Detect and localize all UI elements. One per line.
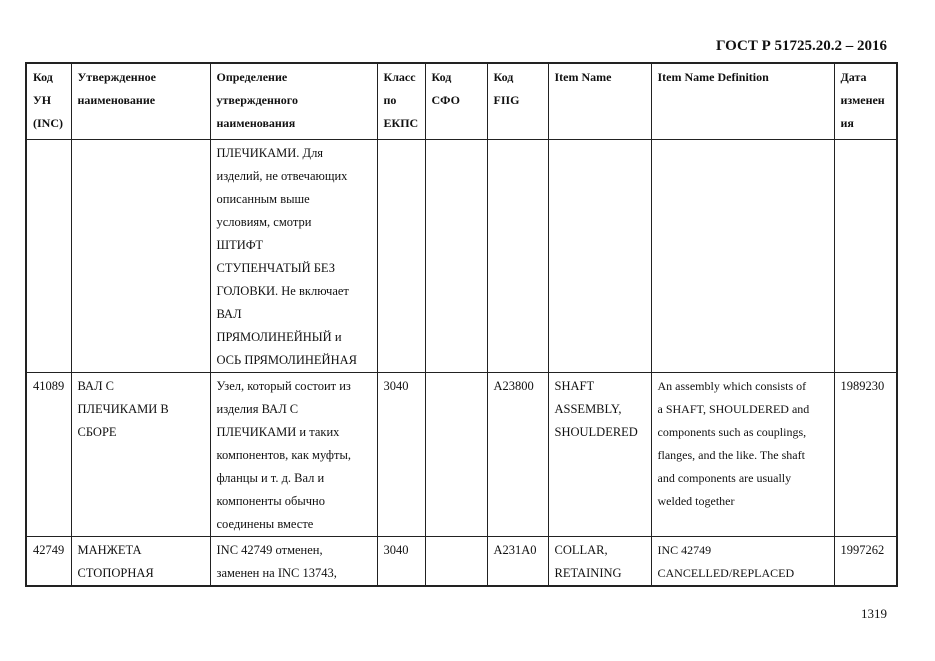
cell-text-line: ПЛЕЧИКАМИ. Для — [216, 145, 324, 160]
table-row — [26, 372, 897, 536]
class-cell — [377, 372, 425, 536]
header-text-line: (INC) — [33, 116, 63, 130]
header-text-line: Код — [431, 70, 452, 84]
header-text-line: утвержденного — [216, 93, 298, 107]
cell-text-line: flanges, and the like. The shaft — [657, 447, 805, 462]
header-date — [834, 63, 897, 139]
header-text-line: наименования — [216, 116, 296, 130]
cell-text-line: welded together — [657, 493, 735, 508]
inc-cell — [26, 139, 71, 372]
cell-text-line: изделия ВАЛ С — [216, 401, 299, 416]
item-definition-cell — [651, 372, 834, 536]
cell-text-line: INC 42749 — [657, 542, 712, 557]
cell-text-line: SHOULDERED — [554, 424, 638, 439]
header-inc — [26, 63, 71, 139]
cell-text-line: components such as couplings, — [657, 424, 807, 439]
cell-text-line: заменен на INC 13743, — [216, 565, 337, 580]
header-text-line: Класс — [383, 70, 416, 84]
header-text-line: FIIG — [493, 93, 520, 107]
header-text-line: ЕКПС — [383, 116, 419, 130]
fiig-cell — [487, 139, 548, 372]
cell-text-line: описанным выше — [216, 191, 310, 206]
approved-name-cell — [71, 139, 210, 372]
sfo-cell — [425, 372, 487, 536]
cell-text-line: RETAINING — [554, 565, 622, 580]
page-number: 1319 — [861, 606, 887, 621]
item-name-cell — [548, 139, 651, 372]
cell-text-line: INC 42749 отменен, — [216, 542, 323, 557]
fiig-cell — [487, 372, 548, 536]
cell-text-line: СТОПОРНАЯ — [77, 565, 154, 580]
header-text-line: Item Name — [554, 70, 612, 84]
cell-text-line: ПРЯМОЛИНЕЙНЫЙ и — [216, 329, 342, 344]
header-text-line: Код — [33, 70, 53, 84]
cell-text-line: and components are usually — [657, 470, 792, 485]
header-fiig — [487, 63, 548, 139]
header-text-line: Определение — [216, 70, 288, 84]
header-definition — [210, 63, 377, 139]
cell-text-line: 3040 — [383, 542, 409, 557]
header-text-line: Item Name Definition — [657, 70, 769, 84]
item-name-cell — [548, 536, 651, 586]
definition-cell — [210, 536, 377, 586]
header-text-line: Дата — [840, 70, 867, 84]
sfo-cell — [425, 139, 487, 372]
cell-text-line: фланцы и т. д. Вал и — [216, 470, 325, 485]
date-cell — [834, 536, 897, 586]
cell-text-line: 1989230 — [840, 378, 885, 393]
cell-text-line: A231A0 — [493, 542, 537, 557]
header-text-line: Код — [493, 70, 514, 84]
header-item-definition — [651, 63, 834, 139]
cell-text-line: ВАЛ С — [77, 378, 115, 393]
cell-text-line: ГОЛОВКИ. Не включает — [216, 283, 349, 298]
class-cell — [377, 536, 425, 586]
class-cell — [377, 139, 425, 372]
cell-text-line: 3040 — [383, 378, 409, 393]
header-text-line: ия — [840, 116, 854, 130]
cell-text-line: COLLAR, — [554, 542, 608, 557]
cell-text-line: компоненты обычно — [216, 493, 325, 508]
approved-name-cell — [71, 536, 210, 586]
cell-text-line: A23800 — [493, 378, 534, 393]
cell-text-line: соединены вместе — [216, 516, 314, 531]
definition-cell — [210, 372, 377, 536]
cell-text-line: изделий, не отвечающих — [216, 168, 348, 183]
header-text-line: изменен — [840, 93, 885, 107]
approved-name-cell — [71, 372, 210, 536]
header-item-name — [548, 63, 651, 139]
cell-text-line: условиям, смотри — [216, 214, 312, 229]
inc-cell — [26, 372, 71, 536]
cell-text-line: SHAFT — [554, 378, 595, 393]
standard-designation: ГОСТ Р 51725.20.2 – 2016 — [715, 38, 887, 54]
cell-text-line: 41089 — [33, 378, 65, 393]
table-row — [26, 536, 897, 586]
cell-text-line: ОСЬ ПРЯМОЛИНЕЙНАЯ — [216, 352, 357, 367]
header-approved-name — [71, 63, 210, 139]
cell-text-line: СБОРЕ — [77, 424, 117, 439]
cell-text-line: An assembly which consists of — [657, 378, 807, 393]
fiig-cell — [487, 536, 548, 586]
cell-text-line: ВАЛ — [216, 306, 242, 321]
cell-text-line: СТУПЕНЧАТЫЙ БЕЗ — [216, 260, 335, 275]
cell-text-line: Узел, который состоит из — [216, 378, 351, 393]
cell-text-line: ASSEMBLY, — [554, 401, 622, 416]
item-name-cell — [548, 372, 651, 536]
cell-text-line: ШТИФТ — [216, 237, 263, 252]
table-row — [26, 139, 897, 372]
header-class — [377, 63, 425, 139]
cell-text-line: CANCELLED/REPLACED — [657, 565, 795, 580]
cell-text-line: a SHAFT, SHOULDERED and — [657, 401, 810, 416]
cell-text-line: ПЛЕЧИКАМИ В — [77, 401, 169, 416]
item-definition-cell — [651, 536, 834, 586]
classification-table — [25, 62, 898, 587]
table-header-row — [26, 63, 897, 139]
cell-text-line: 42749 — [33, 542, 65, 557]
inc-cell — [26, 536, 71, 586]
item-definition-cell — [651, 139, 834, 372]
sfo-cell — [425, 536, 487, 586]
header-text-line: СФО — [431, 93, 460, 107]
cell-text-line: МАНЖЕТА — [77, 542, 142, 557]
definition-cell — [210, 139, 377, 372]
cell-text-line: компонентов, как муфты, — [216, 447, 351, 462]
header-sfo — [425, 63, 487, 139]
header-text-line: наименование — [77, 93, 156, 107]
header-text-line: Утвержденное — [77, 70, 156, 84]
header-text-line: по — [383, 93, 397, 107]
cell-text-line: 1997262 — [840, 542, 885, 557]
date-cell — [834, 372, 897, 536]
date-cell — [834, 139, 897, 372]
header-text-line: УН — [33, 93, 52, 107]
cell-text-line: ПЛЕЧИКАМИ и таких — [216, 424, 340, 439]
